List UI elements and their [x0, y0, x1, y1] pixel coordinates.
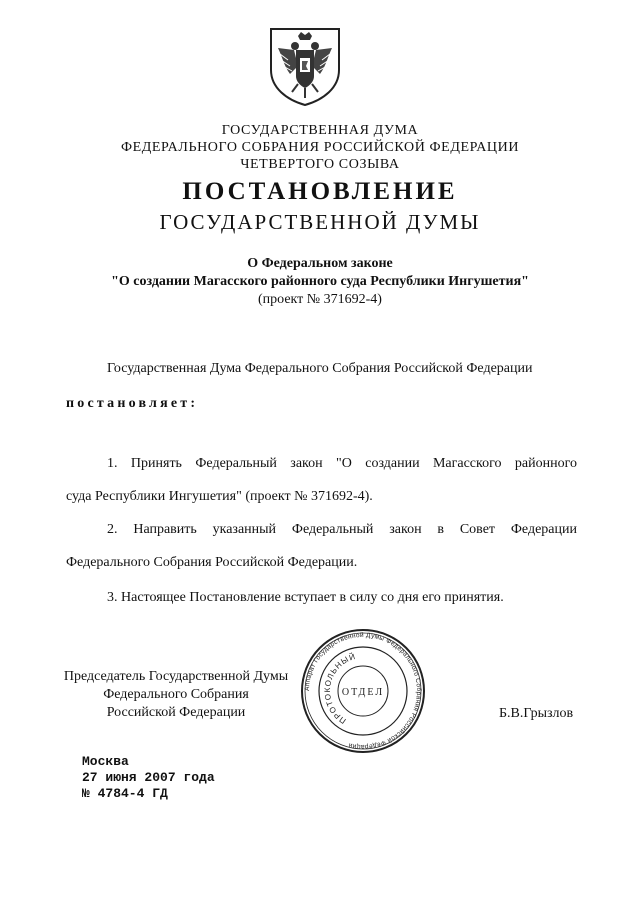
- decrees-word: постановляет:: [66, 396, 199, 411]
- official-seal-icon: [300, 628, 426, 754]
- document-title: ПОСТАНОВЛЕНИЕ: [182, 178, 458, 205]
- signatory-title-line-3: Российской Федерации: [106, 705, 246, 720]
- header-line-1: ГОСУДАРСТВЕННАЯ ДУМА: [221, 123, 419, 138]
- subject-line-2: "О создании Магасского районного суда Республики Ингушетия": [111, 274, 529, 289]
- item-3: 3. Настоящее Постановление вступает в силу со дня его принятия.: [107, 590, 504, 605]
- signatory-title-line-2: Федерального Собрания: [103, 687, 249, 702]
- subject-line-3: (проект № 371692-4): [258, 292, 382, 307]
- footer-date: 27 июня 2007 года: [82, 770, 215, 785]
- header-line-2: ФЕДЕРАЛЬНОГО СОБРАНИЯ РОССИЙСКОЙ ФЕДЕРАЦИИ: [120, 140, 520, 155]
- seal-inner-ring-text: ПРОТОКОЛЬНЫЙ: [322, 651, 358, 726]
- signatory-name: Б.В.Грызлов: [499, 706, 574, 721]
- seal-center-text: ОТДЕЛ: [341, 687, 385, 698]
- footer-number: № 4784-4 ГД: [82, 786, 168, 801]
- seal-outer-ring-text: Аппарат Государственной Думы Федерального Собрания Российской Федерации: [303, 631, 423, 751]
- coat-of-arms-emblem-icon: [268, 26, 342, 108]
- subject-line-1: О Федеральном законе: [247, 256, 393, 271]
- item-2-line-1: 2. Направить указанный Федеральный закон в Совет Федерации: [107, 522, 577, 537]
- footer-city: Москва: [82, 754, 129, 769]
- header-line-3: ЧЕТВЕРТОГО СОЗЫВА: [240, 157, 400, 172]
- item-2-line-2: Федерального Собрания Российской Федерации.: [66, 555, 358, 570]
- item-1-line-2: суда Республики Ингушетия" (проект № 371692-4).: [66, 489, 373, 504]
- document-subtitle: ГОСУДАРСТВЕННОЙ ДУМЫ: [159, 210, 481, 234]
- signatory-title-line-1: Председатель Государственной Думы: [63, 669, 289, 684]
- intro-paragraph: Государственная Дума Федерального Собрания Российской Федерации: [107, 361, 533, 376]
- item-1-line-1: 1. Принять Федеральный закон "О создании Магасского районного: [107, 456, 577, 471]
